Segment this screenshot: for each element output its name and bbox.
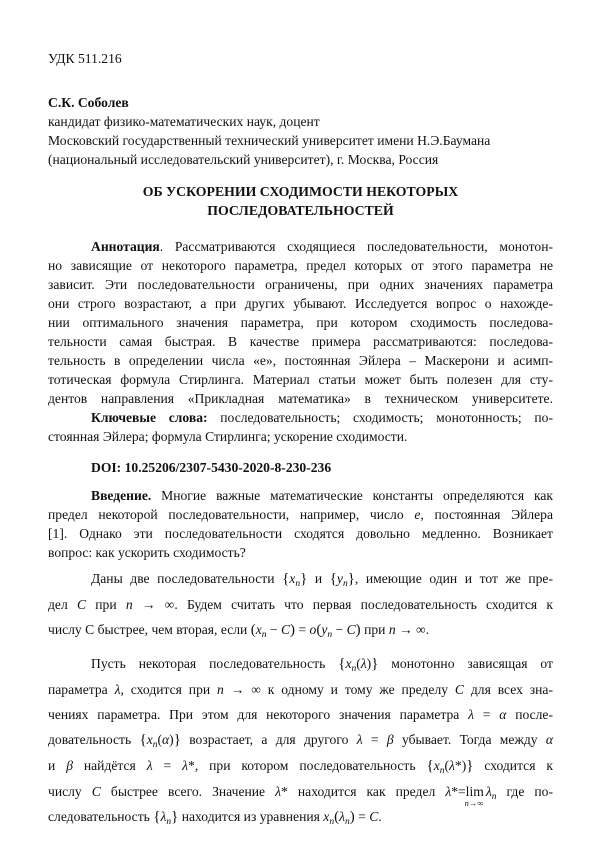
abstract-line: нии оптимального значения параметра, при котором сходимость последова- (48, 315, 553, 330)
beta-symbol: β (66, 758, 73, 773)
text-line: довательность $\{x_n(\alpha)\}$ возрастает, а для другого λ = β убывает. Тогда между α (48, 732, 553, 750)
abstract-line: зависит. Эти последовательности ограничены, при одних значениях параметра (48, 277, 553, 292)
paper-title-line-2: ПОСЛЕДОВАТЕЛЬНОСТЕЙ (207, 203, 394, 218)
intro-paragraph (48, 486, 553, 562)
formula-lambda-beta: λ = β (356, 732, 394, 747)
keywords-label: Ключевые слова: (91, 410, 208, 425)
text-line: параметра λ, сходится при n → ∞ к одному и тому же пределу C для всех зна- (48, 682, 553, 697)
udk-code: УДК 511.216 (48, 51, 122, 66)
abstract-line: они строго возрастают, а при других убывают. Исследуется вопрос о нахожде- (48, 296, 553, 311)
formula-yn-set: $\{y_n\}$ (329, 571, 355, 589)
abstract-line: тотическая формула Стирлинга. Материал статьи может быть полезен для сту- (48, 372, 553, 387)
paragraph-two (48, 566, 553, 643)
formula-xn-alpha-set: $\{x_n(\alpha)\}$ (139, 732, 181, 750)
author-name: С.К. Соболев (48, 95, 129, 110)
intro-line: предел некоторой последовательности, например, число e, постоянная Эйлера (48, 507, 553, 522)
paper-title (48, 182, 553, 220)
text-line: числу C быстрее всего. Значение λ* находится как предел λ*=lim n→∞ $\lambda_n$ где по- (48, 784, 553, 808)
abstract-line: тельности самая быстрая. В качестве примера рассматриваются: последова- (48, 334, 553, 349)
abstract-label: Аннотация (91, 239, 160, 254)
formula-n-to-infinity: n → ∞ (388, 622, 426, 637)
keywords-line: Ключевые слова: последовательность; сходимость; монотонность; по- (91, 410, 553, 425)
lambda-star-symbol: λ* (275, 784, 288, 799)
intro-line: вопрос: как ускорить сходимость? (48, 545, 246, 560)
abstract (48, 237, 553, 408)
formula-n-to-infinity: n → ∞ (125, 597, 175, 612)
formula-xn-lambda-star-set: $\{x_n(\lambda*)\}$ (426, 758, 474, 776)
alpha-symbol: α (545, 732, 553, 747)
formula-lambda-star: λ = λ* (146, 758, 195, 773)
text-line: Пусть некоторая последовательность $\{x_n(\lambda)\}$ монотонно зависящая от (91, 656, 553, 674)
text-line: числу С быстрее, чем вторая, если $(x_n - C) = o(y_n - C)$ при n → ∞. (48, 622, 430, 640)
formula-xn-set: $\{x_n\}$ (282, 571, 308, 589)
abstract-line: тельность в определении числа «e», постоянная Эйлера – Маскерони и асимп- (48, 353, 553, 368)
abstract-line: дентов направления «Прикладная математика» в техническом университете. (48, 391, 553, 406)
formula-equation: $x_n(\lambda_n) = C$ (323, 809, 379, 827)
formula-lambda-n-set: $\{\lambda_n\}$ (153, 809, 179, 827)
paper-title-line-1: ОБ УСКОРЕНИИ СХОДИМОСТИ НЕКОТОРЫХ (142, 184, 459, 199)
text-line: дел C при n → ∞. Будем считать что первая последовательность сходится к (48, 597, 553, 612)
formula-n-to-infinity: n → ∞ (217, 682, 261, 697)
keywords-line: стоянная Эйлера; формула Стирлинга; ускорение сходимости. (48, 429, 408, 444)
author-affiliation: Московский государственный технический университет имени Н.Э.Баумана (48, 133, 491, 148)
intro-line: [1]. Однако эти последовательности сходятся довольно медленно. Возникает (48, 526, 553, 541)
author-affiliation-cont: (национальный исследовательский университет), г. Москва, Россия (48, 152, 439, 167)
text-line: и β найдётся λ = λ*, при котором последовательность $\{x_n(\lambda*)\}$ сходится к (48, 758, 553, 776)
abstract-line: но зависящие от некоторого параметра, предел которых от этого параметра не (48, 258, 553, 273)
abstract-line: Аннотация. Рассматриваются сходящиеся последовательности, монотон- (91, 239, 553, 254)
text-line: чениях параметра. При этом для некоторого значения параметра λ = α после- (48, 707, 553, 722)
author-position: кандидат физико-математических наук, доцент (48, 114, 320, 129)
doi: DOI: 10.25206/2307-5430-2020-8-230-236 (91, 460, 332, 475)
formula-lambda-alpha: λ = α (468, 707, 507, 722)
formula-lambda-star-limit: λ*=lim n→∞ $\lambda_n$ (445, 784, 497, 808)
paragraph-three (48, 651, 553, 830)
text-line: следовательность $\{\lambda_n\}$ находится из уравнения $x_n(\lambda_n) = C$. (48, 809, 382, 827)
formula-little-o: $(x_n - C) = o(y_n - C)$ (250, 622, 361, 640)
formula-xn-lambda-set: $\{x_n(\lambda)\}$ (338, 656, 379, 674)
lambda-symbol: λ (114, 682, 121, 697)
intro-line: Введение. Многие важные математические константы определяются как (91, 488, 553, 503)
intro-label: Введение. (91, 488, 152, 503)
text-line: Даны две последовательности $\{x_n\}$ и $\{y_n\}$, имеющие один и тот же пре- (91, 571, 553, 589)
keywords (48, 408, 553, 446)
